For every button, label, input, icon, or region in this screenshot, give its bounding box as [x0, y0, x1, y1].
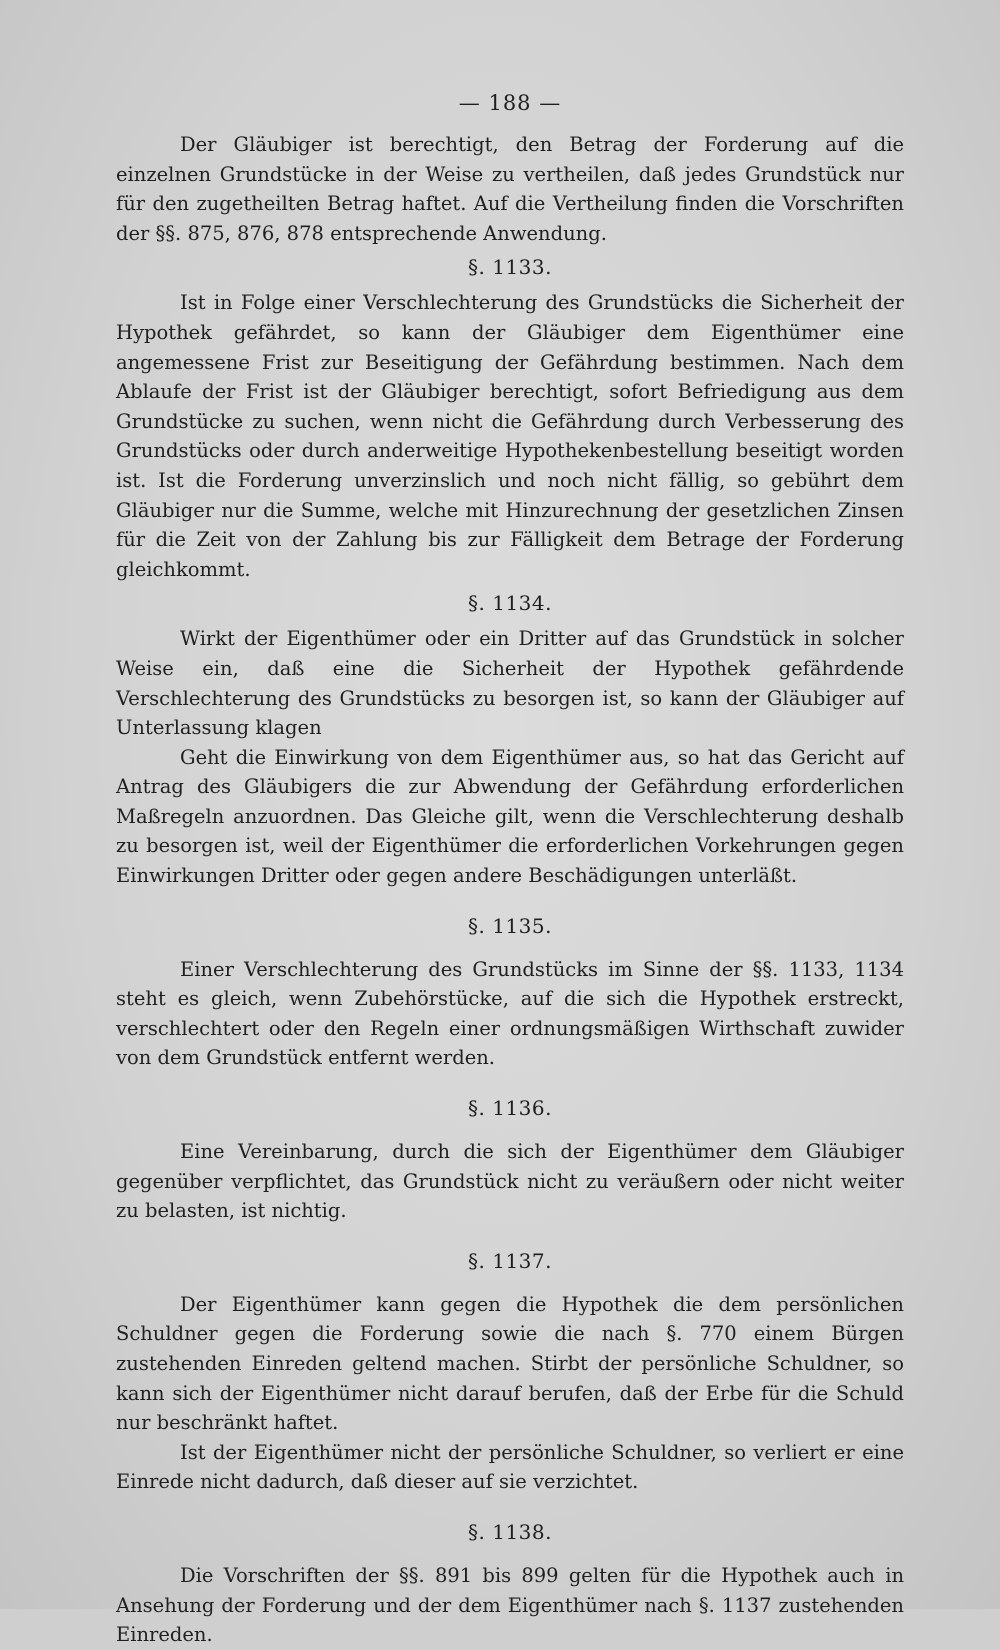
section-1137-paragraph-2: Ist der Eigenthümer nicht der persönliche Schuldner, so verliert er eine Einrede nicht dadurch, daß dieser auf sie verzichtet.: [116, 1440, 904, 1494]
intro-paragraph: Der Gläubiger ist berechtigt, den Betrag der Forderung auf die einzelnen Grundstücke in der Weise zu vertheilen, daß jedes Grundstück nur für den zugetheilten Betrag haftet. Auf die Vertheilung finden die Vorschriften der §§. 875, 876, 878 entsprechende Anwendung.: [116, 133, 904, 245]
section-1138-paragraph-1: Die Vorschriften der §§. 891 bis 899 gelten für die Hypothek auch in Ansehung der Forderung und der dem Eigenthümer nach §. 1137 zustehenden Einreden.: [116, 1563, 904, 1647]
section-1134-paragraph-2: Geht die Einwirkung von dem Eigenthümer aus, so hat das Gericht auf Antrag des Gläubigers die zur Abwendung der Gefährdung erforderlichen Maßregeln anzuordnen. Das Gleiche gilt, wenn die Verschlechterung deshalb zu besorgen ist, weil der Eigenthümer die erforderlichen Vorkehrungen gegen Einwirkungen Dritter oder gegen andere Beschädigungen unterläßt.: [116, 745, 904, 888]
section-1136-paragraph-1: Eine Vereinbarung, durch die sich der Eigenthümer dem Gläubiger gegenüber verpflichtet, das Grundstück nicht zu veräußern oder nicht weiter zu belasten, ist nichtig.: [116, 1140, 904, 1223]
section-1137-paragraph-1: Der Eigenthümer kann gegen die Hypothek die dem persönlichen Schuldner gegen die Forderung sowie die nach §. 770 einem Bürgen zustehenden Einreden geltend machen. Stirbt der persönliche Schuldner, so kann sich der Eigenthümer nicht darauf berufen, daß der Erbe für die Schuld nur beschränkt haftet.: [116, 1292, 904, 1435]
section-heading-1136: §. 1136.: [468, 1096, 552, 1121]
section-heading-1133: §. 1133.: [468, 255, 552, 280]
section-1135-paragraph-1: Einer Verschlechterung des Grundstücks im Sinne der §§. 1133, 1134 steht es gleich, wenn Zubehörstücke, auf die sich die Hypothek erstreckt, verschlechtert oder den Regeln einer ordnungsmäßigen Wirthschaft zuwider von dem Grundstück entfernt werden.: [116, 957, 904, 1070]
section-1133-paragraph-1: Ist in Folge einer Verschlechterung des Grundstücks die Sicherheit der Hypothek gefährdet, so kann der Gläubiger dem Eigenthümer eine angemessene Frist zur Beseitigung der Gefährdung bestimmen. Nach dem Ablaufe der Frist ist der Gläubiger berechtigt, sofort Befriedigung aus dem Grundstücke zu suchen, wenn nicht die Gefährdung durch Verbesserung des Grundstücks oder durch anderweitige Hypothekenbestellung beseitigt worden ist. Ist die Forderung unverzinslich und noch nicht fällig, so gebührt dem Gläubiger nur die Summe, welche mit Hinzurechnung der gesetzlichen Zinsen für die Zeit von der Zahlung bis zur Fälligkeit dem Betrage der Forderung gleichkommt.: [116, 291, 904, 581]
section-heading-1137: §. 1137.: [468, 1248, 552, 1273]
section-heading-1135: §. 1135.: [468, 913, 552, 938]
section-1134-paragraph-1: Wirkt der Eigenthümer oder ein Dritter auf das Grundstück in solcher Weise ein, daß eine die Sicherheit der Hypothek gefährdende Verschlechterung des Grundstücks zu besorgen ist, so kann der Gläubiger auf Unterlassung klagen: [116, 627, 904, 740]
section-heading-1134: §. 1134.: [468, 591, 552, 616]
page-content: [116, 88, 904, 1650]
page-number: — 188 —: [458, 91, 562, 115]
section-heading-1138: §. 1138.: [468, 1519, 552, 1544]
